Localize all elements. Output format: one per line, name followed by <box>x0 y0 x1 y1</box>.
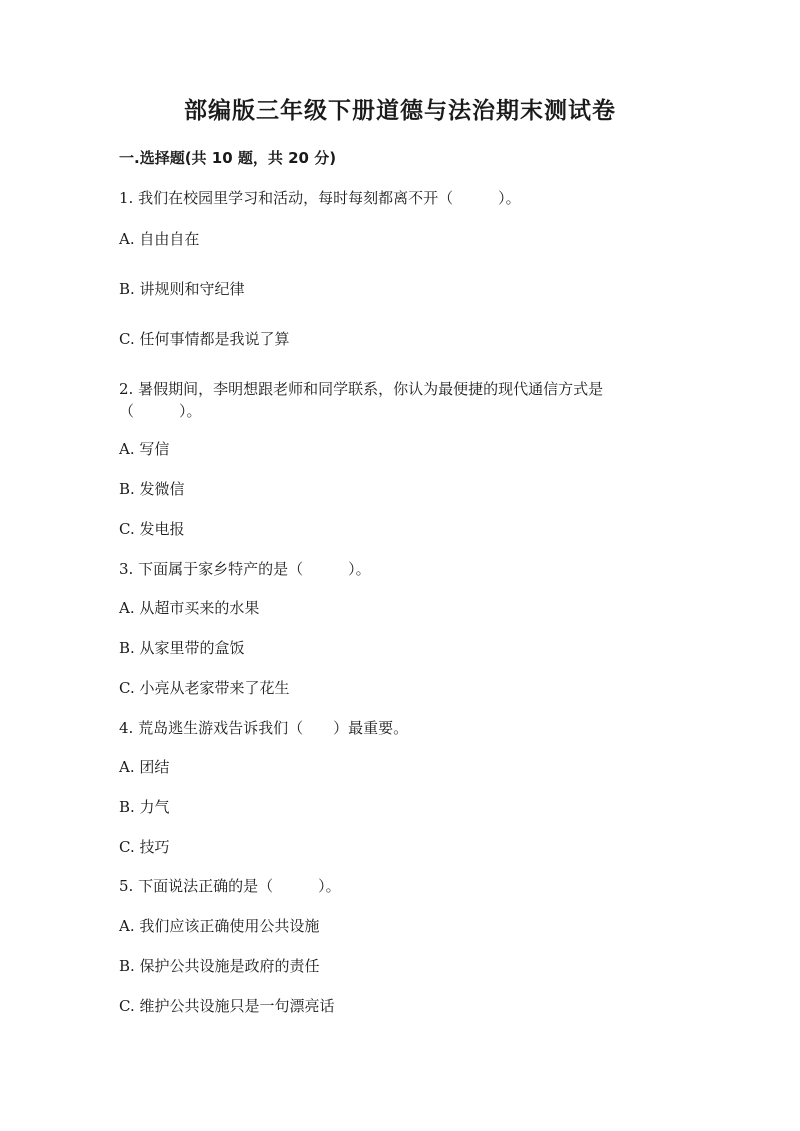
question-3-option-b: B. 从家里带的盒饭 <box>119 639 245 657</box>
question-5-option-b: B. 保护公共设施是政府的责任 <box>119 957 320 975</box>
question-3-option-a: A. 从超市买来的水果 <box>119 599 260 617</box>
question-3-stem: 3. 下面属于家乡特产的是（ ）。 <box>119 560 371 578</box>
question-5-option-c: C. 维护公共设施只是一句漂亮话 <box>119 997 335 1015</box>
question-1-option-b: B. 讲规则和守纪律 <box>119 280 245 298</box>
question-4-stem: 4. 荒岛逃生游戏告诉我们（ ）最重要。 <box>119 719 409 737</box>
question-2-option-a: A. 写信 <box>119 440 170 458</box>
question-2-option-c: C. 发电报 <box>119 520 185 538</box>
question-1-option-a: A. 自由自在 <box>119 230 200 248</box>
question-5-stem: 5. 下面说法正确的是（ ）。 <box>119 877 341 895</box>
question-2-option-b: B. 发微信 <box>119 480 185 498</box>
question-1-option-c: C. 任何事情都是我说了算 <box>119 330 290 348</box>
question-4-option-a: A. 团结 <box>119 758 170 776</box>
question-3-option-c: C. 小亮从老家带来了花生 <box>119 679 290 697</box>
page-title: 部编版三年级下册道德与法治期末测试卷 <box>184 97 616 124</box>
section-heading: 一.选择题(共 10 题，共 20 分) <box>119 149 337 167</box>
question-1-stem: 1. 我们在校园里学习和活动，每时每刻都离不开（ ）。 <box>119 189 521 207</box>
question-4-option-b: B. 力气 <box>119 798 170 816</box>
question-5-option-a: A. 我们应该正确使用公共设施 <box>119 917 320 935</box>
question-4-option-c: C. 技巧 <box>119 838 170 856</box>
question-2-stem: 2. 暑假期间，李明想跟老师和同学联系，你认为最便捷的现代通信方式是（ ）。 <box>119 380 604 420</box>
